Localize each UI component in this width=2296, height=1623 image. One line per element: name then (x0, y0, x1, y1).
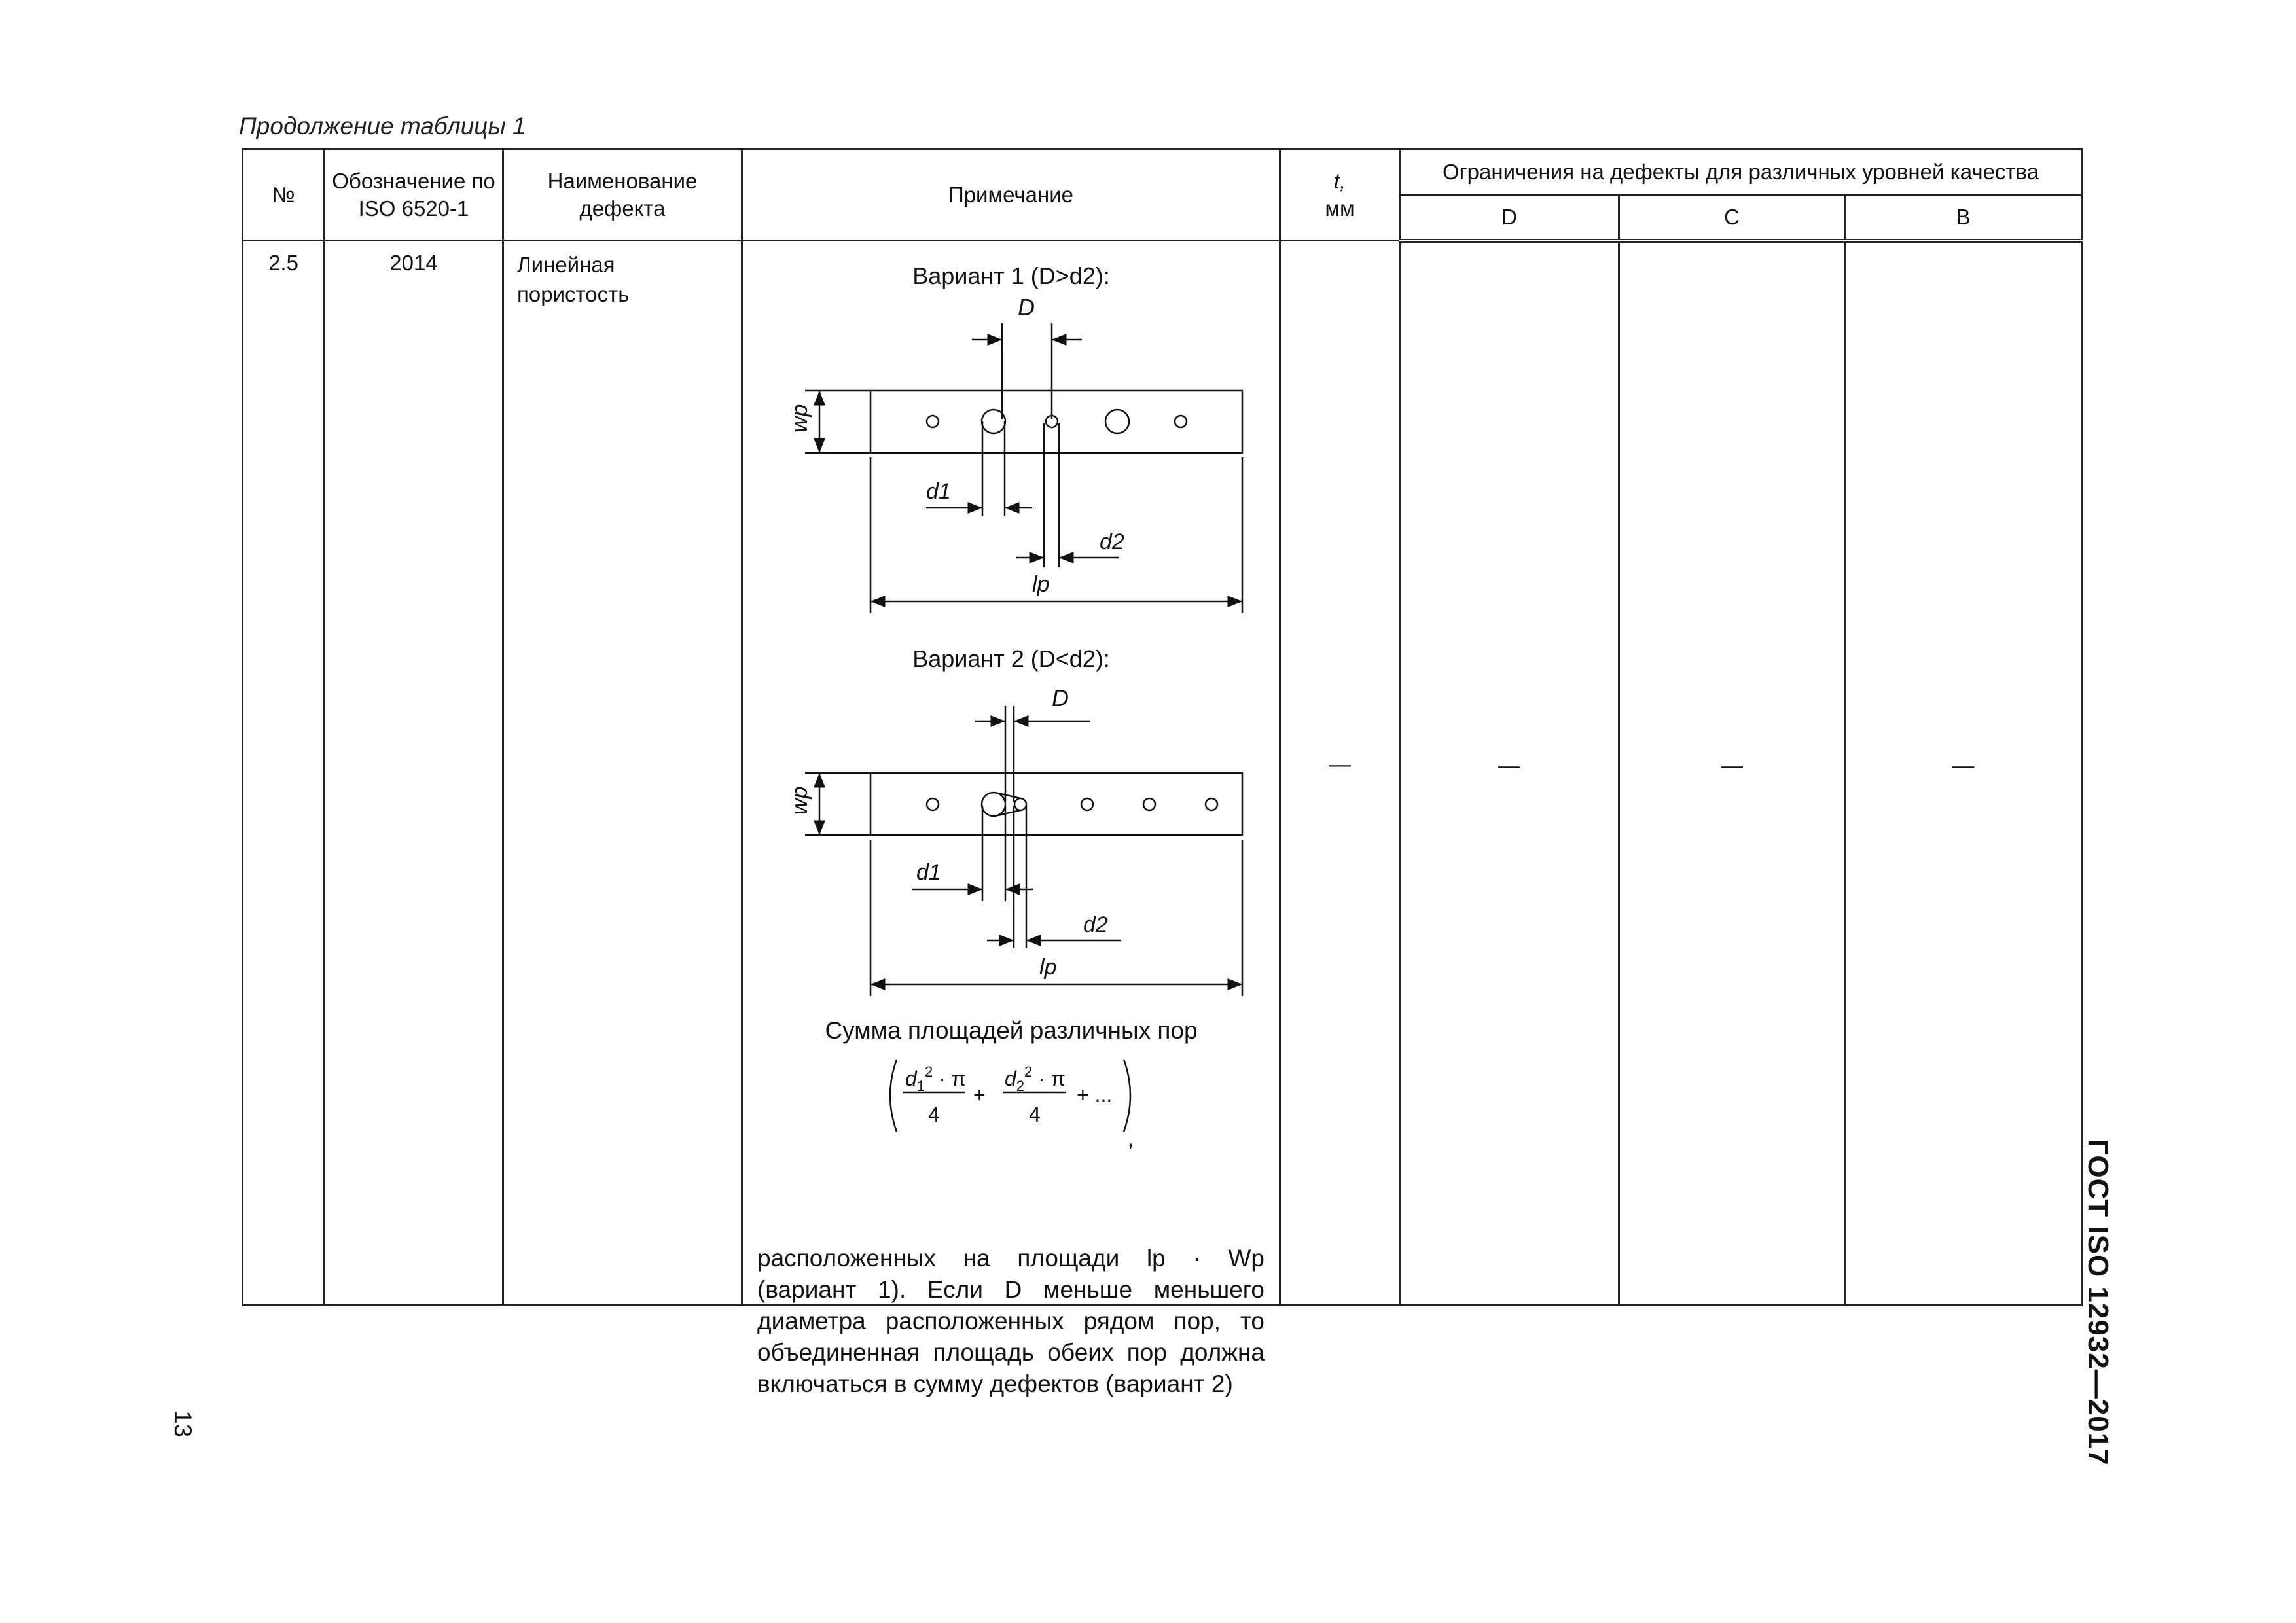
porosity-diagrams (743, 241, 1280, 1236)
variant2-label-lp: lp (1039, 955, 1057, 980)
level-b-dash: — (1952, 753, 1975, 778)
table-continuation-caption: Продолжение таблицы 1 (239, 113, 526, 139)
page-number: 13 (170, 1410, 196, 1438)
header-quality-limits: Ограничения на дефекты для различных уровней качества (1400, 149, 2082, 195)
table-row (243, 241, 2082, 1306)
variant2-title: Вариант 2 (D<d2): (912, 645, 1110, 672)
row-level-d (1400, 241, 1619, 1306)
header-number: № (243, 149, 325, 241)
sum-title: Сумма площадей различных пор (825, 1017, 1198, 1044)
variant2-label-wp: wp (787, 786, 812, 815)
row-thickness (1280, 241, 1400, 1306)
row-level-c (1619, 241, 1845, 1306)
header-level-d: D (1400, 195, 1619, 241)
header-thickness-unit: мм (1325, 196, 1355, 221)
formula: $d_1^2 \cdot \pi$ 4 + $d_2^2 \cdot \pi$ 4 + ... , (905, 1063, 1134, 1150)
thickness-dash: — (1329, 752, 1351, 777)
row-level-b (1845, 241, 2082, 1306)
variant2-label-D: D (1052, 685, 1069, 711)
level-d-dash: — (1498, 753, 1520, 778)
row-designation: 2014 (325, 241, 503, 1306)
header-designation: Обозначение по ISO 6520-1 (325, 149, 503, 241)
variant1-title: Вариант 1 (D>d2): (912, 262, 1110, 289)
variant1-label-lp: lp (1032, 572, 1050, 597)
variant1-label-d2: d2 (1100, 529, 1124, 554)
row-number: 2.5 (243, 241, 325, 1306)
variant1-label-d1: d1 (926, 479, 951, 504)
standard-title: ГОСТ ISO 12932—2017 (2082, 1139, 2114, 1466)
header-thickness-symbol: t, (1333, 169, 1346, 194)
header-note: Примечание (742, 149, 1280, 241)
row-note (742, 241, 1280, 1397)
header-level-b: B (1845, 195, 2082, 241)
header-defect-name: Наименование дефекта (503, 149, 742, 241)
defects-table (242, 148, 2083, 1397)
row-defect-name: Линейная пористость (503, 241, 742, 1306)
variant2-label-d1: d1 (916, 860, 941, 885)
header-level-c: C (1619, 195, 1845, 241)
level-c-dash: — (1721, 753, 1743, 778)
variant1-label-wp: wp (787, 404, 812, 433)
header-thickness (1280, 149, 1400, 241)
variant2-label-d2: d2 (1083, 912, 1108, 937)
variant1-label-D: D (1018, 294, 1035, 321)
note-description: расположенных на площади lp · Wp (вариант 1). Если D меньше меньшего диаметра расположенных рядом пор, то объединенная площадь обеих пор должна включаться в сумму дефектов (вариант 2) (757, 1245, 1265, 1397)
